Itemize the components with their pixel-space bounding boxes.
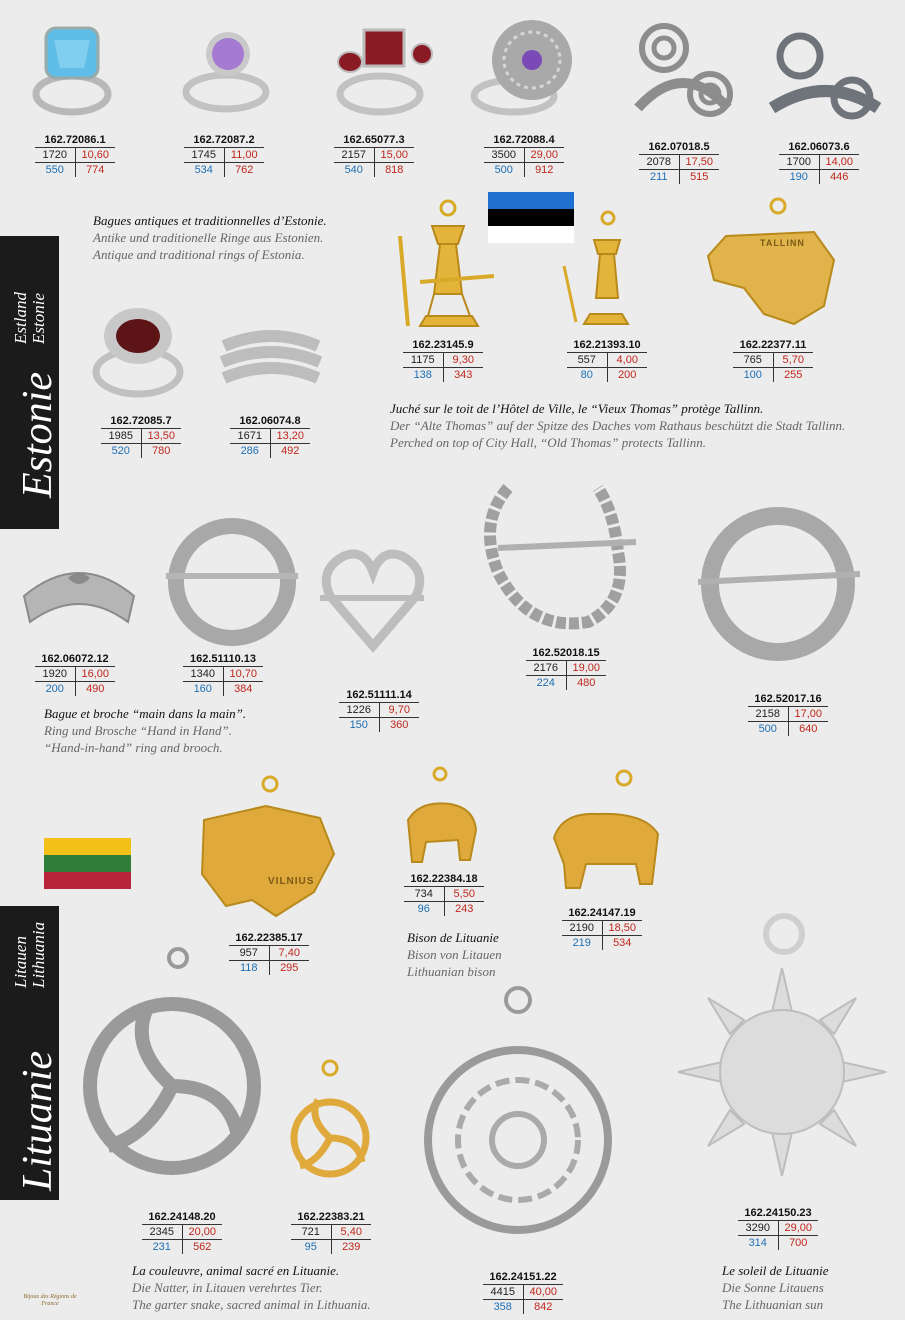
- price-block: [483, 1270, 563, 1314]
- product-price-eur: 5,50: [453, 888, 475, 900]
- caption-rings-estonia-de: Antike und traditionelle Ringe aus Estonien.: [93, 230, 324, 245]
- pendant-old-thomas-large-image: [390, 196, 500, 332]
- caption-snake-fr: La couleuvre, animal sacré en Lituanie.: [132, 1263, 340, 1278]
- product-code-secondary: 219: [562, 936, 603, 950]
- product-code: 1340: [183, 667, 224, 681]
- product-code: 734: [404, 887, 445, 901]
- product-reference: 162.72086.1: [35, 133, 115, 148]
- product-code-secondary: 358: [483, 1300, 524, 1314]
- product-code: 1985: [101, 429, 142, 443]
- product-reference: 162.24151.22: [483, 1270, 563, 1285]
- brand-logo: Bijoux des Régions de France: [23, 1294, 77, 1307]
- product-code: 1175: [403, 353, 444, 367]
- product-reference: 162.65077.3: [334, 133, 414, 148]
- product-code-secondary: 150: [339, 718, 380, 732]
- price-block: [229, 931, 309, 975]
- product-reference: 162.22384.18: [404, 872, 484, 887]
- product-code: 2158: [748, 707, 789, 721]
- product-reference: 162.51111.14: [339, 688, 419, 703]
- product-price-eur: 17,50: [685, 156, 714, 168]
- product-code: 765: [733, 353, 774, 367]
- ring-filigree-image: [462, 10, 582, 122]
- product-code: 4415: [483, 1285, 524, 1299]
- price-block: [567, 338, 647, 382]
- product-code-secondary: 80: [567, 368, 608, 382]
- product-price-secondary: 492: [281, 445, 300, 457]
- price-block: [142, 1210, 222, 1254]
- price-block: [779, 140, 859, 184]
- product-price-eur: 10,70: [229, 668, 258, 680]
- price-block: [526, 646, 606, 690]
- product-code-secondary: 96: [404, 902, 445, 916]
- product-price-eur: 20,00: [188, 1226, 217, 1238]
- product-price-secondary: 446: [830, 171, 849, 183]
- sidebar-estonia-subtitle-1: Estland: [11, 292, 30, 344]
- price-block: [35, 133, 115, 177]
- caption-bison-fr: Bison de Lituanie: [407, 930, 499, 945]
- caption-hand-in-hand-en: “Hand-in-hand” ring and brooch.: [44, 740, 223, 755]
- product-price-secondary: 912: [535, 164, 554, 176]
- product-code-secondary: 231: [142, 1240, 183, 1254]
- product-code-secondary: 211: [639, 170, 680, 184]
- product-price-eur: 4,00: [616, 354, 638, 366]
- product-code: 2078: [639, 155, 680, 169]
- product-code-secondary: 200: [35, 682, 76, 696]
- price-block: [562, 906, 642, 950]
- product-reference: 162.52017.16: [748, 692, 828, 707]
- product-code-secondary: 534: [184, 163, 225, 177]
- product-price-secondary: 295: [280, 962, 299, 974]
- product-code-secondary: 224: [526, 676, 567, 690]
- price-block: [101, 414, 181, 458]
- product-price-secondary: 255: [784, 369, 803, 381]
- product-code: 1720: [35, 148, 76, 162]
- product-reference: 162.52018.15: [526, 646, 606, 661]
- ring-blue-topaz-image: [28, 20, 116, 120]
- product-code: 957: [229, 946, 270, 960]
- product-price-secondary: 762: [235, 164, 254, 176]
- caption-bison-de: Bison von Litauen: [407, 947, 502, 962]
- caption-hand-in-hand: [44, 705, 246, 756]
- caption-snake: [132, 1262, 371, 1313]
- product-reference: 162.72085.7: [101, 414, 181, 429]
- product-price-eur: 15,00: [380, 149, 409, 161]
- caption-hand-in-hand-fr: Bague et broche “main dans la main”.: [44, 706, 247, 721]
- ring-amethyst-image: [178, 26, 278, 118]
- caption-sun-fr: Le soleil de Lituanie: [722, 1263, 829, 1278]
- product-price-eur: 10,60: [81, 149, 110, 161]
- product-price-secondary: 562: [193, 1241, 212, 1253]
- caption-rings-estonia: [93, 212, 327, 263]
- sidebar-estonia-title: Estonie: [15, 372, 61, 498]
- product-price-secondary: 818: [385, 164, 404, 176]
- product-price-secondary: 480: [577, 677, 596, 689]
- ring-hand-in-hand-image: [18, 556, 140, 632]
- product-price-secondary: 780: [152, 445, 171, 457]
- pendant-bison-small-image: [400, 764, 484, 868]
- pendant-snake-gold-image: [286, 1058, 372, 1186]
- product-code-secondary: 95: [291, 1240, 332, 1254]
- product-price-secondary: 384: [234, 683, 253, 695]
- price-block: [183, 652, 263, 696]
- ring-snake-wrap-image: [214, 318, 328, 398]
- ring-spiral-2-image: [766, 24, 886, 140]
- price-block: [639, 140, 719, 184]
- product-code-secondary: 138: [403, 368, 444, 382]
- product-price-secondary: 842: [534, 1301, 553, 1313]
- brooch-gemstone-ring-image: [694, 496, 862, 672]
- price-block: [738, 1206, 818, 1250]
- product-code: 2157: [334, 148, 375, 162]
- caption-old-thomas-fr: Juché sur le toit de l’Hôtel de Ville, le “Vieux Thomas” protège Tallinn.: [390, 401, 764, 416]
- sidebar-estonia-subtitle-2: Estonie: [29, 293, 48, 344]
- price-block: [484, 133, 564, 177]
- product-code: 2176: [526, 661, 567, 675]
- product-code: 3290: [738, 1221, 779, 1235]
- caption-rings-estonia-en: Antique and traditional rings of Estonia.: [93, 247, 305, 262]
- pendant-old-thomas-small-image: [556, 210, 646, 330]
- product-price-secondary: 534: [613, 937, 632, 949]
- sidebar-estonia: [0, 236, 59, 529]
- product-reference: 162.21393.10: [567, 338, 647, 353]
- pendant-filigree-disc-image: [424, 984, 612, 1268]
- product-code-secondary: 550: [35, 163, 76, 177]
- product-price-eur: 9,70: [388, 704, 410, 716]
- caption-old-thomas-de: Der “Alte Thomas” auf der Spitze des Daches vom Rathaus beschützt die Stadt Tallinn.: [390, 418, 846, 433]
- caption-old-thomas: [390, 400, 845, 451]
- product-code-secondary: 118: [229, 961, 270, 975]
- product-code: 3500: [484, 148, 525, 162]
- product-price-secondary: 243: [455, 903, 474, 915]
- caption-hand-in-hand-de: Ring und Brosche “Hand in Hand”.: [44, 723, 233, 738]
- product-price-eur: 29,00: [784, 1222, 813, 1234]
- pendant-estonia-map-image: [704, 196, 840, 328]
- product-code: 2345: [142, 1225, 183, 1239]
- price-block: [403, 338, 483, 382]
- product-price-eur: 5,70: [782, 354, 804, 366]
- product-price-eur: 7,40: [278, 947, 300, 959]
- product-code-secondary: 160: [183, 682, 224, 696]
- caption-sun-en: The Lithuanian sun: [722, 1297, 824, 1312]
- product-code: 557: [567, 353, 608, 367]
- product-price-eur: 19,00: [572, 662, 601, 674]
- price-block: [291, 1210, 371, 1254]
- product-reference: 162.22385.17: [229, 931, 309, 946]
- caption-bison-en: Lithuanian bison: [407, 964, 496, 979]
- caption-bison: [407, 929, 502, 980]
- pendant-snake-silver-image: [68, 946, 270, 1200]
- product-code: 1671: [230, 429, 271, 443]
- sidebar-lithuania-subtitle-2: Lithuania: [29, 921, 48, 988]
- pendant-bison-large-image: [548, 768, 664, 896]
- caption-snake-en: The garter snake, sacred animal in Lithuania.: [132, 1297, 371, 1312]
- product-reference: 162.72087.2: [184, 133, 264, 148]
- price-block: [334, 133, 414, 177]
- product-price-eur: 13,20: [276, 430, 305, 442]
- product-code-secondary: 520: [101, 444, 142, 458]
- product-price-eur: 5,40: [340, 1226, 362, 1238]
- product-code: 1745: [184, 148, 225, 162]
- sidebar-lithuania-title: Lituanie: [15, 1050, 61, 1191]
- tallinn-map-label: TALLINN: [760, 238, 805, 248]
- product-price-secondary: 515: [690, 171, 709, 183]
- product-price-secondary: 360: [390, 719, 409, 731]
- product-price-secondary: 640: [799, 723, 818, 735]
- price-block: [184, 133, 264, 177]
- product-code-secondary: 100: [733, 368, 774, 382]
- product-price-eur: 16,00: [81, 668, 110, 680]
- product-price-eur: 9,30: [452, 354, 474, 366]
- brooch-hand-in-hand-image: [162, 506, 302, 656]
- product-price-secondary: 200: [618, 369, 637, 381]
- product-code: 2190: [562, 921, 603, 935]
- pendant-lithuania-map-image: [196, 774, 342, 922]
- product-price-eur: 17,00: [794, 708, 823, 720]
- product-code-secondary: 540: [334, 163, 375, 177]
- product-price-eur: 18,50: [608, 922, 637, 934]
- product-reference: 162.22383.21: [291, 1210, 371, 1225]
- product-reference: 162.24147.19: [562, 906, 642, 921]
- product-code: 721: [291, 1225, 332, 1239]
- product-price-eur: 29,00: [530, 149, 559, 161]
- product-price-eur: 14,00: [825, 156, 854, 168]
- product-reference: 162.51110.13: [183, 652, 263, 667]
- product-reference: 162.06074.8: [230, 414, 310, 429]
- sidebar-lithuania-subtitle-1: Litauen: [11, 936, 30, 988]
- caption-old-thomas-en: Perched on top of City Hall, “Old Thomas” protects Tallinn.: [390, 435, 706, 450]
- product-price-eur: 40,00: [529, 1286, 558, 1298]
- ring-garnet-trio-image: [328, 20, 440, 120]
- product-code-secondary: 500: [748, 722, 789, 736]
- brooch-heart-image: [318, 546, 428, 656]
- vilnius-map-label: VILNIUS: [268, 876, 315, 887]
- product-price-secondary: 774: [86, 164, 105, 176]
- product-reference: 162.24150.23: [738, 1206, 818, 1221]
- price-block: [404, 872, 484, 916]
- product-reference: 162.07018.5: [639, 140, 719, 155]
- caption-sun: [722, 1262, 829, 1313]
- product-code-secondary: 286: [230, 444, 271, 458]
- price-block: [748, 692, 828, 736]
- lithuania-flag: [44, 838, 131, 889]
- product-price-secondary: 343: [454, 369, 473, 381]
- product-reference: 162.24148.20: [142, 1210, 222, 1225]
- product-reference: 162.06073.6: [779, 140, 859, 155]
- product-reference: 162.23145.9: [403, 338, 483, 353]
- price-block: [230, 414, 310, 458]
- product-price-eur: 13,50: [147, 430, 176, 442]
- ring-garnet-oval-image: [84, 300, 194, 402]
- product-reference: 162.22377.11: [733, 338, 813, 353]
- caption-rings-estonia-fr: Bagues antiques et traditionnelles d’Estonie.: [93, 213, 327, 228]
- pendant-sun-image: [672, 908, 894, 1198]
- product-reference: 162.72088.4: [484, 133, 564, 148]
- product-price-secondary: 239: [342, 1241, 361, 1253]
- sidebar-lithuania: [0, 906, 59, 1200]
- product-reference: 162.06072.12: [35, 652, 115, 667]
- brooch-horseshoe-image: [478, 482, 638, 642]
- caption-sun-de: Die Sonne Litauens: [722, 1280, 824, 1295]
- caption-snake-de: Die Natter, in Litauen verehrtes Tier.: [132, 1280, 323, 1295]
- product-code-secondary: 500: [484, 163, 525, 177]
- price-block: [35, 652, 115, 696]
- product-code: 1226: [339, 703, 380, 717]
- product-code-secondary: 190: [779, 170, 820, 184]
- price-block: [733, 338, 813, 382]
- ring-spiral-1-image: [628, 18, 738, 138]
- product-price-secondary: 490: [86, 683, 105, 695]
- product-code: 1700: [779, 155, 820, 169]
- price-block: [339, 688, 419, 732]
- product-code: 1920: [35, 667, 76, 681]
- product-price-eur: 11,00: [230, 149, 258, 161]
- product-price-secondary: 700: [789, 1237, 808, 1249]
- product-code-secondary: 314: [738, 1236, 779, 1250]
